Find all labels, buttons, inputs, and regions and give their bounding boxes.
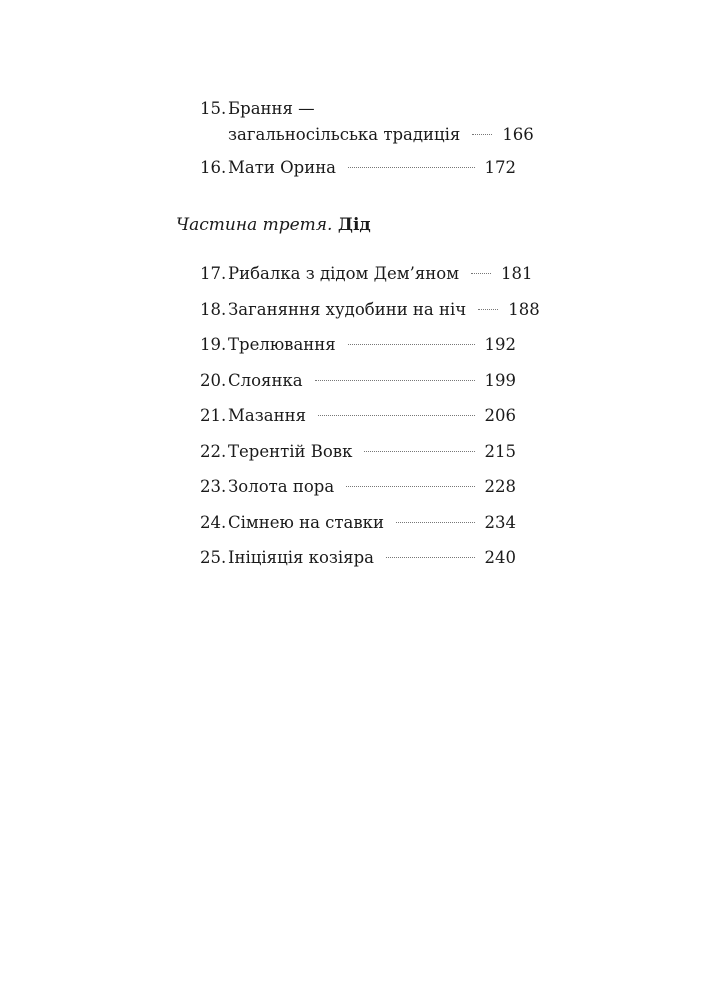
- dot-leader: [364, 451, 474, 452]
- dot-leader: [318, 415, 475, 416]
- entry-title: Терентій Вовк: [228, 442, 353, 461]
- toc-entry-24[interactable]: [200, 510, 516, 536]
- dot-leader: [386, 557, 475, 558]
- dot-leader: [348, 344, 475, 345]
- dot-leader: [396, 522, 475, 523]
- toc-entry-line: [200, 122, 534, 148]
- toc-entry-17[interactable]: [200, 261, 533, 287]
- dot-leader: [315, 380, 475, 381]
- toc-entry-line: [200, 96, 516, 122]
- entry-title: Мазання: [228, 406, 306, 425]
- entry-page-number: 192: [484, 335, 516, 354]
- part-label: Частина третя.: [176, 215, 333, 235]
- entry-page-number: 181: [501, 264, 533, 283]
- entry-number: 25.: [200, 548, 227, 567]
- dot-leader: [471, 273, 491, 274]
- dot-leader: [472, 134, 492, 135]
- toc-entry-18[interactable]: [200, 297, 540, 323]
- entry-number: 20.: [200, 371, 227, 390]
- entry-title-continued: загальносільська традиція: [228, 125, 461, 144]
- entry-title: Заганяння худобини на ніч: [228, 300, 467, 319]
- entry-number: 21.: [200, 406, 227, 425]
- part-name: Дід: [337, 215, 371, 235]
- part-heading: [176, 212, 371, 238]
- dot-leader: [346, 486, 474, 487]
- entry-number: 18.: [200, 300, 227, 319]
- entry-title: Рибалка з дідом Дем’яном: [228, 264, 460, 283]
- entry-number: 23.: [200, 477, 227, 496]
- entry-number: 15.: [200, 99, 227, 118]
- entry-page-number: 172: [484, 158, 516, 177]
- toc-entry-25[interactable]: [200, 545, 516, 571]
- entry-title: Золота пора: [228, 477, 335, 496]
- entry-page-number: 206: [484, 406, 516, 425]
- entry-title: Брання —: [228, 99, 315, 118]
- dot-leader: [348, 167, 474, 168]
- entry-page-number: 199: [484, 371, 516, 390]
- entry-title: Мати Орина: [228, 158, 337, 177]
- entry-number: 16.: [200, 158, 227, 177]
- entry-title: Сімнею на ставки: [228, 513, 384, 532]
- entry-page-number: 228: [484, 477, 516, 496]
- toc-entry-line: [200, 155, 516, 181]
- toc-entry-23[interactable]: [200, 474, 516, 500]
- toc-entry-20[interactable]: [200, 368, 516, 394]
- toc-entry-21[interactable]: [200, 403, 516, 429]
- toc-entry-15[interactable]: [200, 96, 534, 148]
- entry-number: 24.: [200, 513, 227, 532]
- entry-title: Ініціяція козіяра: [228, 548, 374, 567]
- toc-entry-16[interactable]: [200, 155, 516, 181]
- entry-page-number: 215: [484, 442, 516, 461]
- entry-number: 17.: [200, 264, 227, 283]
- toc-entry-19[interactable]: [200, 332, 516, 358]
- entry-page-number: 166: [502, 125, 534, 144]
- toc-entry-22[interactable]: [200, 439, 516, 465]
- entry-title: Трелювання: [228, 335, 336, 354]
- entry-page-number: 234: [484, 513, 516, 532]
- entry-number: 22.: [200, 442, 227, 461]
- entry-page-number: 188: [508, 300, 540, 319]
- entry-page-number: 240: [484, 548, 516, 567]
- entry-title: Слоянка: [228, 371, 303, 390]
- dot-leader: [478, 309, 498, 310]
- entry-number: 19.: [200, 335, 227, 354]
